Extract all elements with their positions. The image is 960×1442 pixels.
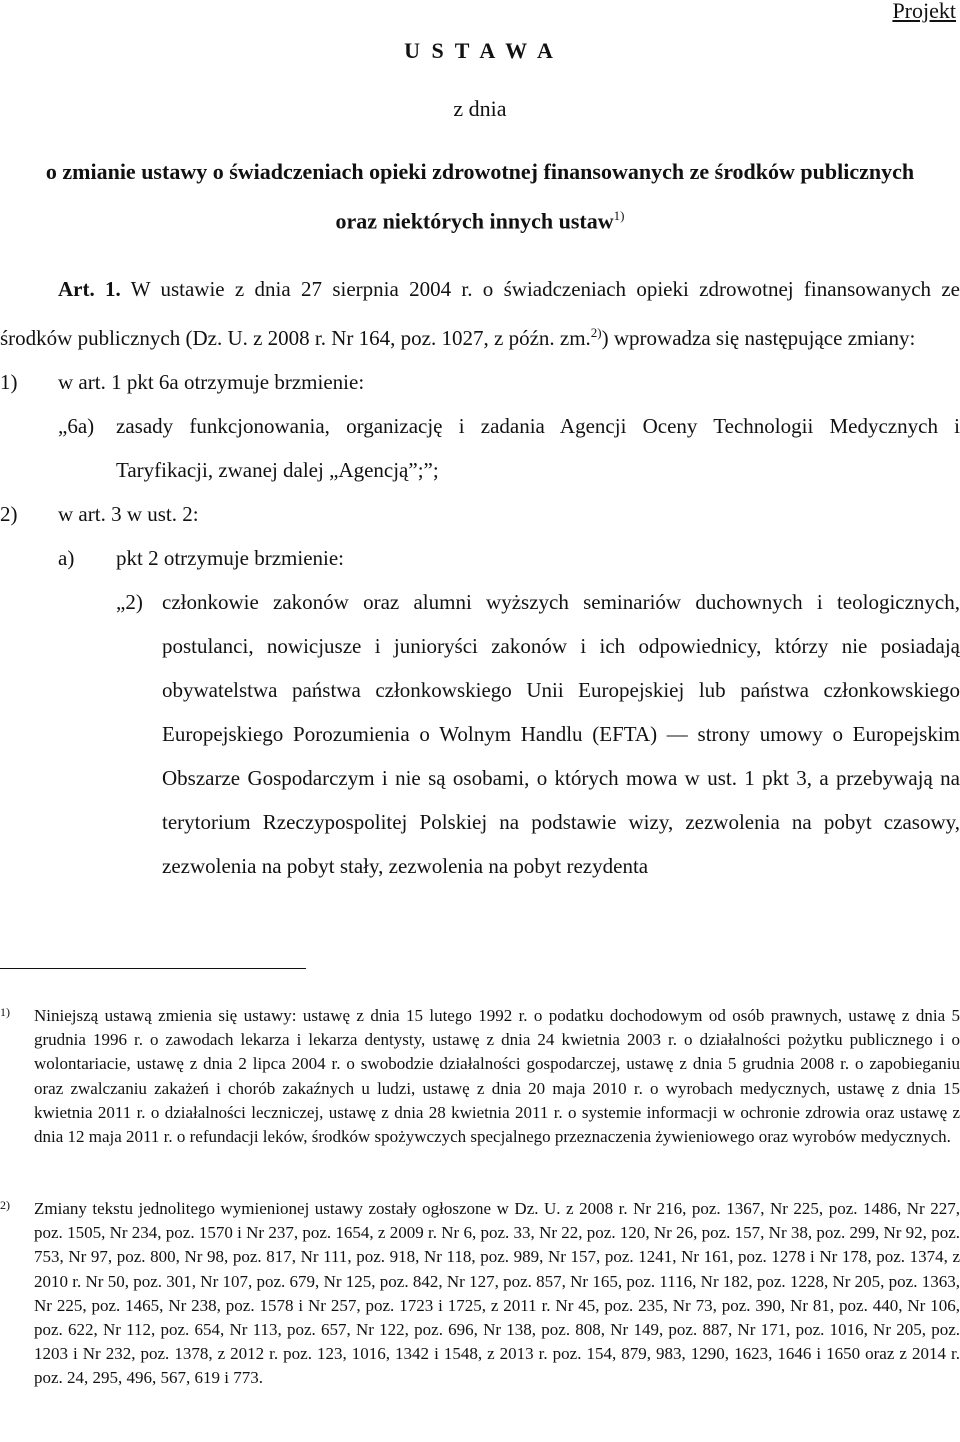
article-body [0, 267, 960, 888]
quote-6a-text: zasady funkcjonowania, organizację i zadania Agencji Oceny Technologii Medycznych i Taryfikacji, zwanej dalej „Agencją”;”; [116, 414, 960, 482]
change-1-quote [58, 404, 960, 492]
quote-6a-number: „6a) [58, 414, 95, 438]
change-2a-quote [116, 580, 960, 888]
footnote-1-mark: 1) [0, 1005, 10, 1019]
footnote-2-mark: 2) [0, 1198, 10, 1212]
footnote-1-text: Niniejszą ustawą zmienia się ustawy: ustawę z dnia 15 lutego 1992 r. o podatku dochodowym od osób prawnych, ustawę z dnia 5 grudnia 1996 r. o zawodach lekarza i lekarza dentysty, ustawę z dnia 24 kwietnia 2003 r. o działalności pożytku publicznego i o wolontariacie, ustawę z dnia 2 lipca 2004 r. o swobodzie działalności gospodarczej, ustawę z dnia 5 grudnia 2008 r. o zapobieganiu oraz zwalczaniu zakażeń i chorób zakaźnych u ludzi, ustawę z dnia 20 maja 2010 r. o wyrobach medycznych, ustawę z dnia 15 kwietnia 2011 r. o działalności leczniczej, ustawę z dnia 28 kwietnia 2011 r. o systemie informacji w ochronie zdrowia oraz ustawę z dnia 12 maja 2011 r. o refundacji leków, środków spożywczych specjalnego przeznaczenia żywieniowego oraz wyrobów medycznych. [34, 1006, 960, 1147]
article-1-text-b: ) wprowadza się następujące zmiany: [601, 326, 916, 350]
footnote-separator [0, 968, 306, 969]
act-subject [40, 150, 920, 243]
change-2a-text: pkt 2 otrzymuje brzmienie: [116, 546, 345, 570]
change-1-text: w art. 1 pkt 6a otrzymuje brzmienie: [58, 370, 365, 394]
change-2-text: w art. 3 w ust. 2: [58, 502, 199, 526]
change-item-1 [0, 360, 960, 404]
footnote-2 [0, 1197, 960, 1391]
change-1-number: 1) [0, 370, 18, 394]
footnote-2-text: Zmiany tekstu jednolitego wymienionej ustawy zostały ogłoszone w Dz. U. z 2008 r. Nr 216, poz. 1367, Nr 225, poz. 1486, Nr 227, poz. 1505, Nr 234, poz. 1570 i Nr 237, poz. 1654, z 2009 r. Nr 6, poz. 33, Nr 22, poz. 120, Nr 26, poz. 157, Nr 38, poz. 299, Nr 92, poz. 753, Nr 97, poz. 800, Nr 98, poz. 817, Nr 111, poz. 918, Nr 118, poz. 989, Nr 157, poz. 1241, Nr 161, poz. 1278 i Nr 178, poz. 1374, z 2010 r. Nr 50, poz. 301, Nr 107, poz. 679, Nr 125, poz. 842, Nr 127, poz. 857, Nr 165, poz. 1116, Nr 182, poz. 1228, Nr 205, poz. 1363, Nr 225, poz. 1465, Nr 238, poz. 1578 i Nr 257, poz. 1723 i 1725, z 2011 r. Nr 45, poz. 235, Nr 73, poz. 390, Nr 81, poz. 440, Nr 106, poz. 622, Nr 112, poz. 654, Nr 113, poz. 657, Nr 122, poz. 696, Nr 138, poz. 808, Nr 149, poz. 887, Nr 171, poz. 1016, Nr 205, poz. 1203 i Nr 232, poz. 1378, z 2012 r. poz. 123, 1016, 1342 i 1548, z 2013 r. poz. 154, 879, 983, 1290, 1623, 1646 i 1650 oraz z 2014 r. poz. 24, 295, 496, 567, 619 i 773. [34, 1199, 960, 1388]
footnote-ref-1[interactable]: 1) [613, 208, 625, 223]
footnote-ref-2[interactable]: 2) [590, 325, 602, 340]
change-2-number: 2) [0, 502, 18, 526]
subject-text: o zmianie ustawy o świadczeniach opieki zdrowotnej finansowanych ze środków publicznych oraz niektórych innych ustaw [45, 159, 915, 234]
article-1-text-a: W ustawie z dnia 27 sierpnia 2004 r. o świadczeniach opieki zdrowotnej finansowanych ze środków publicznych (Dz. U. z 2008 r. Nr 164, poz. 1027, z późn. zm. [0, 277, 960, 350]
quote-2-text: członkowie zakonów oraz alumni wyższych seminariów duchownych i teologicznych, postulanci, nowicjusze i junioryści zakonów i ich odpowiednicy, którzy nie posiadają obywatelstwa państwa członkowskiego Unii Europejskiej lub państwa członkowskiego Europejskiego Porozumienia o Wolnym Handlu (EFTA) — strony umowy o Europejskim Obszarze Gospodarczym i nie są osobami, o których mowa w ust. 1 pkt 3, a przebywają na terytorium Rzeczypospolitej Polskiej na podstawie wizy, zezwolenia na pobyt czasowy, zezwolenia na pobyt stały, zezwolenia na pobyt rezydenta [162, 590, 960, 878]
document-title: U S T A W A [404, 38, 556, 63]
quote-2-number: „2) [116, 590, 143, 614]
change-2a-letter: a) [58, 546, 75, 570]
footnote-1 [0, 1004, 960, 1149]
date-line: z dnia [453, 96, 507, 121]
change-item-2 [0, 492, 960, 536]
article-1-intro [0, 267, 960, 360]
article-label: Art. 1. [58, 277, 121, 301]
project-badge: Projekt [892, 0, 956, 23]
change-item-2a [0, 536, 960, 580]
